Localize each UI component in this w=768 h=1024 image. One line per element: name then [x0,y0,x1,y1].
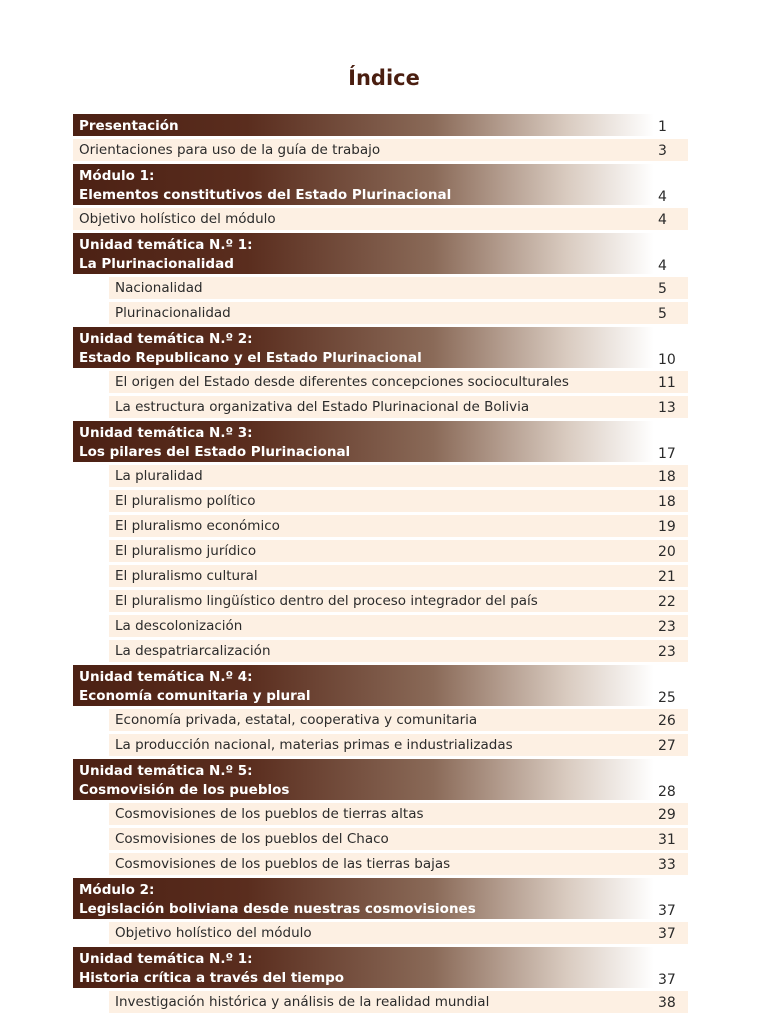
toc-section-heading[interactable] [73,665,688,706]
toc-page-number: 3 [658,143,667,159]
toc-page-number: 31 [658,832,676,848]
toc-section-heading[interactable] [73,947,688,988]
toc-page-number: 18 [658,494,676,510]
toc-entry-label: Cosmovisiones de los pueblos del Chaco [115,831,389,847]
toc-entry[interactable] [109,515,688,537]
toc-entry-label: La pluralidad [115,468,203,484]
toc-section-heading[interactable] [73,114,688,136]
toc-page-number: 27 [658,738,676,754]
toc-page-number: 19 [658,519,676,535]
toc-heading-line: Cosmovisión de los pueblos [79,782,290,798]
toc-entry[interactable] [109,396,688,418]
toc-entry-label: El origen del Estado desde diferentes concepciones socioculturales [115,374,569,390]
toc-entry[interactable] [109,853,688,875]
toc-heading-line: Unidad temática N.º 2: [79,331,253,347]
toc-page-number: 26 [658,713,676,729]
toc-entry-label: El pluralismo jurídico [115,543,257,559]
toc-entry[interactable] [109,590,688,612]
toc-page-number: 17 [658,446,676,462]
toc-section-heading[interactable] [73,233,688,274]
toc-entry[interactable] [109,465,688,487]
toc-heading-bar [73,164,654,205]
toc-section-heading[interactable] [73,421,688,462]
toc-entry[interactable] [109,640,688,662]
toc-page-number: 37 [658,972,676,988]
toc-entry[interactable] [73,139,688,161]
toc-entry-label: Objetivo holístico del módulo [115,925,312,941]
toc-heading-line: Estado Republicano y el Estado Plurinacional [79,350,422,366]
toc-entry-label: Investigación histórica y análisis de la realidad mundial [115,994,490,1010]
toc-heading-line: Módulo 2: [79,882,155,898]
toc-entry[interactable] [73,208,688,230]
toc-heading-line: La Plurinacionalidad [79,256,234,272]
toc-entry[interactable] [109,277,688,299]
toc-heading-bar [73,114,654,136]
toc-entry-label: Objetivo holístico del módulo [79,211,276,227]
toc-entry-label: Plurinacionalidad [115,305,231,321]
toc-heading-line: Unidad temática N.º 4: [79,669,253,685]
toc-page-number: 4 [658,189,667,205]
toc-page-number: 28 [658,784,676,800]
toc-heading-bar [73,421,654,462]
toc-entry[interactable] [109,565,688,587]
toc-page-number: 21 [658,569,676,585]
toc-entry-label: Nacionalidad [115,280,203,296]
toc-page-number: 20 [658,544,676,560]
toc-section-heading[interactable] [73,878,688,919]
toc-heading-line: Legislación boliviana desde nuestras cosmovisiones [79,901,476,917]
page-title: Índice [348,66,420,90]
toc-page-number: 38 [658,995,676,1011]
toc-page-number: 11 [658,375,676,391]
toc-entry-label: Cosmovisiones de los pueblos de tierras altas [115,806,424,822]
toc-heading-line: Unidad temática N.º 3: [79,425,253,441]
toc-heading-line: Los pilares del Estado Plurinacional [79,444,351,460]
toc-heading-bar [73,233,654,274]
toc-entry-label: La producción nacional, materias primas e industrializadas [115,737,513,753]
toc-page-number: 22 [658,594,676,610]
toc-page-number: 29 [658,807,676,823]
toc-section-heading[interactable] [73,759,688,800]
toc-entry-label: El pluralismo cultural [115,568,258,584]
toc-entry[interactable] [109,922,688,944]
toc-page-number: 1 [658,119,667,135]
toc-heading-line: Módulo 1: [79,168,155,184]
toc-page-number: 13 [658,400,676,416]
toc-heading-bar [73,665,654,706]
toc-entry[interactable] [109,734,688,756]
toc-page-number: 5 [658,306,667,322]
toc-entry-label: El pluralismo lingüístico dentro del proceso integrador del país [115,593,538,609]
toc-heading-bar [73,759,654,800]
toc-entry-label: Orientaciones para uso de la guía de trabajo [79,142,381,158]
toc-entry[interactable] [109,540,688,562]
toc-page-number: 37 [658,903,676,919]
toc-entry[interactable] [109,803,688,825]
toc-heading-line: Unidad temática N.º 1: [79,951,253,967]
toc-heading-line: Elementos constitutivos del Estado Plurinacional [79,187,452,203]
toc-entry[interactable] [109,709,688,731]
toc-heading-line: Unidad temática N.º 5: [79,763,253,779]
toc-entry[interactable] [109,991,688,1013]
toc-entry-label: La despatriarcalización [115,643,271,659]
toc-page-number: 4 [658,212,667,228]
toc-page-number: 25 [658,690,676,706]
toc-heading-line: Historia crítica a través del tiempo [79,970,345,986]
toc-heading-bar [73,947,654,988]
toc-entry-label: El pluralismo político [115,493,256,509]
toc-page-number: 37 [658,926,676,942]
toc-page-number: 33 [658,857,676,873]
toc-entry[interactable] [109,615,688,637]
toc-heading-line: Unidad temática N.º 1: [79,237,253,253]
toc-entry[interactable] [109,828,688,850]
table-of-contents [73,111,688,1013]
toc-heading-bar [73,327,654,368]
toc-section-heading[interactable] [73,164,688,205]
toc-page-number: 10 [658,352,676,368]
toc-entry-label: Cosmovisiones de los pueblos de las tierras bajas [115,856,451,872]
toc-entry[interactable] [109,302,688,324]
toc-entry[interactable] [109,371,688,393]
toc-heading-line: Presentación [79,118,179,134]
toc-entry-label: Economía privada, estatal, cooperativa y comunitaria [115,712,478,728]
toc-entry-label: El pluralismo económico [115,518,280,534]
toc-entry-label: La estructura organizativa del Estado Plurinacional de Bolivia [115,399,530,415]
toc-entry[interactable] [109,490,688,512]
toc-page-number: 23 [658,644,676,660]
toc-heading-line: Economía comunitaria y plural [79,688,311,704]
toc-page-number: 18 [658,469,676,485]
toc-section-heading[interactable] [73,327,688,368]
toc-entry-label: La descolonización [115,618,243,634]
toc-page-number: 23 [658,619,676,635]
toc-heading-bar [73,878,654,919]
toc-page-number: 5 [658,281,667,297]
toc-page-number: 4 [658,258,667,274]
